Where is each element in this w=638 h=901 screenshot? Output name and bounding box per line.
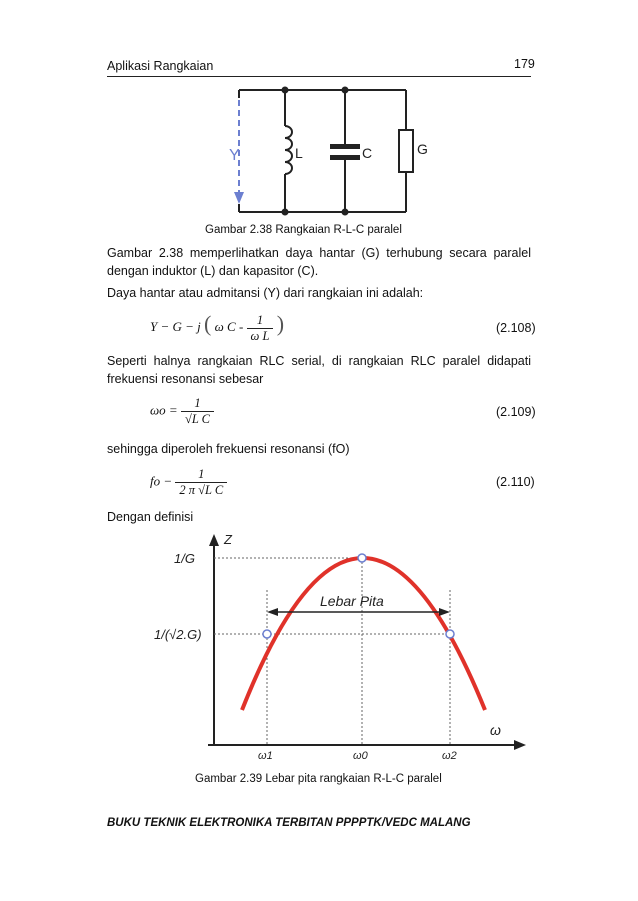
paragraph-5: Dengan definisi bbox=[107, 510, 194, 524]
label-1-over-sqrt2G: 1/(√2.G) bbox=[154, 627, 202, 642]
inductor-symbol bbox=[285, 126, 292, 174]
equation-2-110 bbox=[150, 467, 227, 498]
equation-2-109 bbox=[150, 396, 214, 427]
label-1-over-G: 1/G bbox=[174, 551, 195, 566]
omega-axis-label: ω bbox=[490, 722, 501, 738]
marker-omega2 bbox=[446, 630, 454, 638]
conductance-symbol bbox=[399, 130, 413, 172]
header-rule bbox=[107, 76, 531, 77]
label-G: G bbox=[417, 141, 428, 157]
capacitor-plate-top bbox=[330, 144, 360, 149]
paragraph-2: Daya hantar atau admitansi (Y) dari rangkaian ini adalah: bbox=[107, 286, 424, 300]
eq2-denominator: √L C bbox=[181, 411, 214, 427]
eq1-numerator: 1 bbox=[256, 312, 264, 327]
label-L: L bbox=[295, 145, 303, 161]
eq1-denominator: ω L bbox=[247, 328, 274, 344]
eq-number-2-110: (2.110) bbox=[496, 475, 535, 489]
bandwidth-curve-figure bbox=[150, 530, 530, 765]
eq3-lhs: fo − bbox=[150, 473, 173, 489]
figure-2-39-caption: Gambar 2.39 Lebar pita rangkaian R-L-C paralel bbox=[195, 773, 442, 785]
label-Y: Y bbox=[229, 147, 240, 164]
eq2-lhs: ωo = bbox=[150, 402, 178, 418]
tick-omega0: ω0 bbox=[353, 750, 368, 762]
eq3-numerator: 1 bbox=[198, 467, 205, 481]
marker-omega1 bbox=[263, 630, 271, 638]
eq-number-2-109: (2.109) bbox=[496, 405, 536, 419]
tick-omega2: ω2 bbox=[442, 750, 457, 762]
eq1-mid: ω C - bbox=[214, 319, 244, 334]
running-header-title: Aplikasi Rangkaian bbox=[107, 59, 214, 73]
paragraph-3: Seperti halnya rangkaian RLC serial, di rangkaian RLC paralel didapati frekuensi resonansi sebesar bbox=[107, 354, 531, 386]
eq2-numerator: 1 bbox=[194, 396, 201, 410]
paragraph-4: sehingga diperoleh frekuensi resonansi (fO) bbox=[107, 442, 350, 456]
rlc-parallel-circuit bbox=[225, 86, 440, 216]
capacitor-plate-bottom bbox=[330, 155, 360, 160]
tick-omega1: ω1 bbox=[258, 750, 273, 762]
eq3-denominator: 2 π √L C bbox=[175, 482, 227, 498]
paragraph-1: Gambar 2.38 memperlihatkan daya hantar (G) terhubung secara paralel dengan induktor (L) dan kapasitor (C). bbox=[107, 246, 531, 278]
page-footer: BUKU TEKNIK ELEKTRONIKA TERBITAN PPPPTK/VEDC MALANG bbox=[107, 817, 471, 829]
equation-2-108: Y − G − j ( ω C - $\frac{1}{\text{ω L}}$ ) bbox=[150, 311, 285, 343]
marker-peak bbox=[358, 554, 366, 562]
label-C: C bbox=[362, 145, 373, 161]
page-number: 179 bbox=[514, 57, 535, 71]
bandwidth-label: Lebar Pita bbox=[320, 593, 384, 609]
z-axis-label: Z bbox=[224, 532, 232, 547]
eq-number-2-108: (2.108) bbox=[496, 321, 536, 335]
eq1-lhs: Y − G − j bbox=[150, 319, 201, 334]
figure-2-38-caption: Gambar 2.38 Rangkaian R-L-C paralel bbox=[205, 224, 402, 236]
